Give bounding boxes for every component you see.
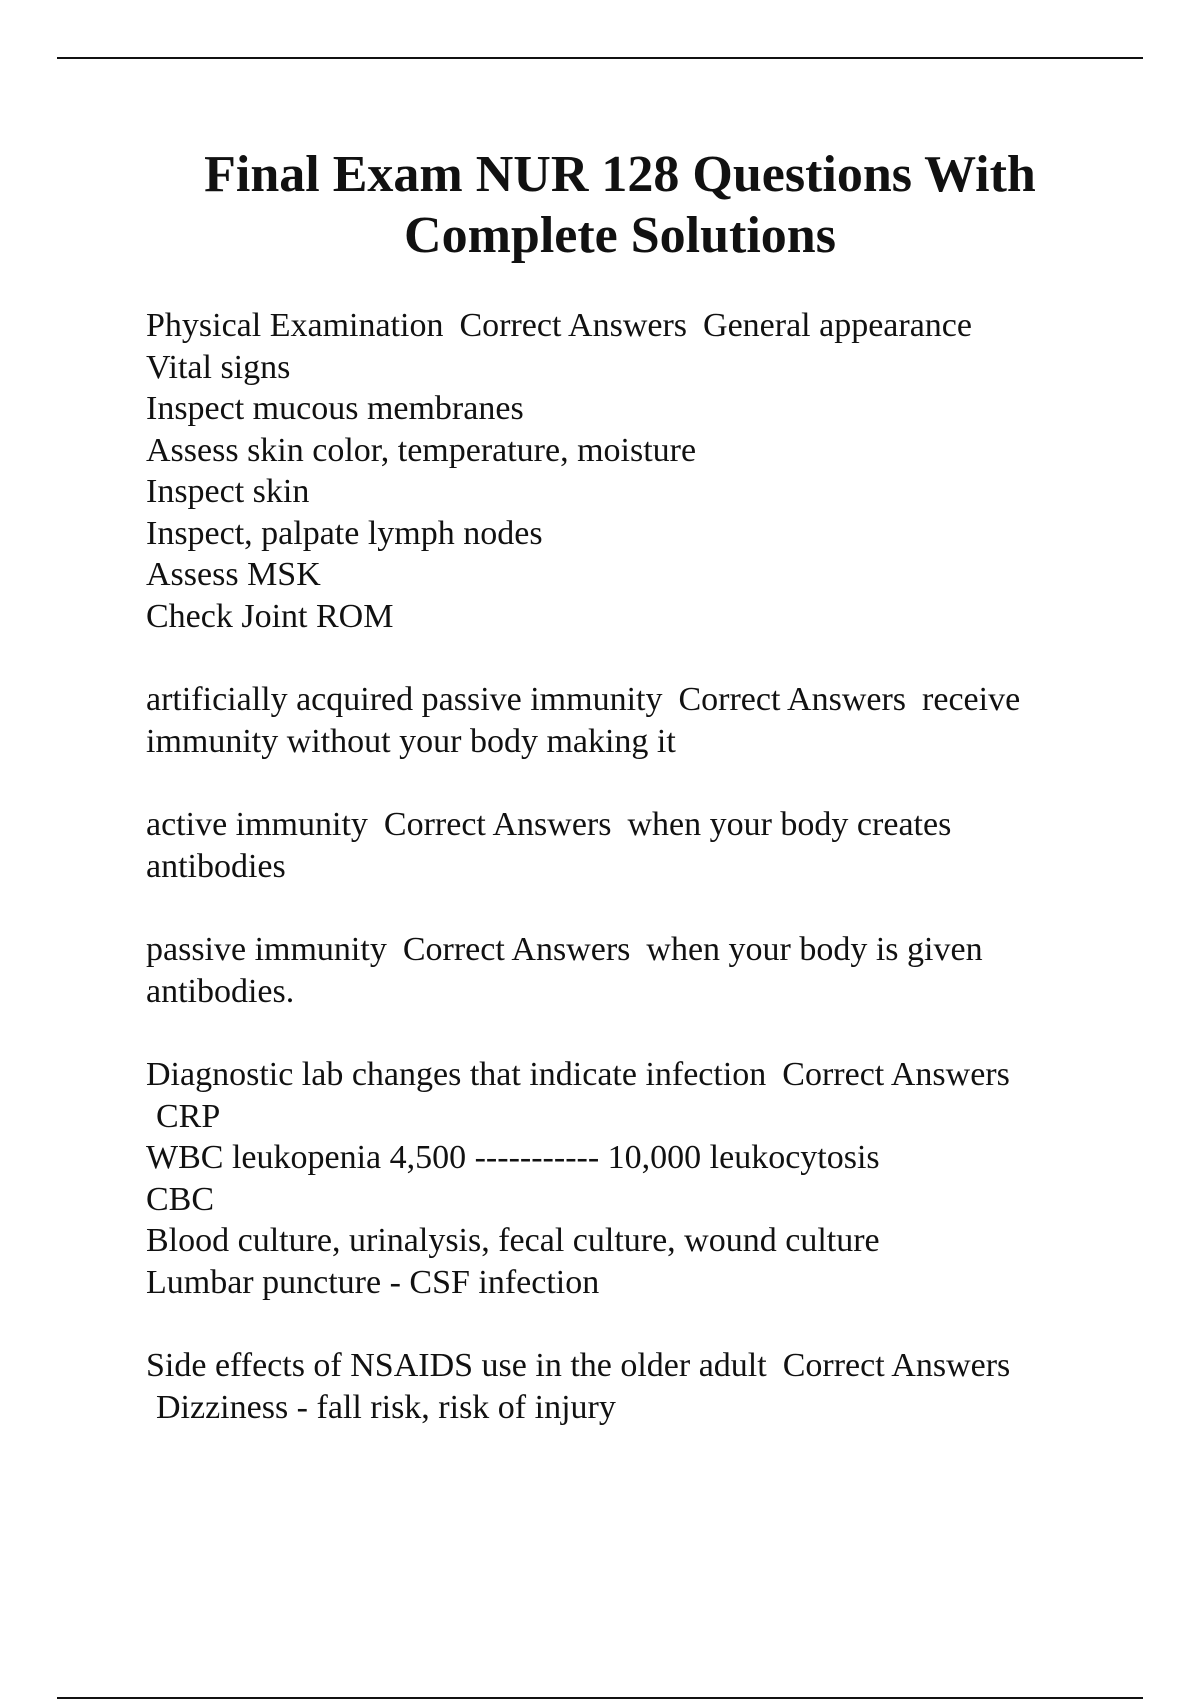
answer-marker: Correct Answers bbox=[459, 307, 688, 344]
question-text: artificially acquired passive immunity bbox=[146, 681, 663, 718]
question-text: passive immunity bbox=[146, 931, 387, 968]
answer-line: Blood culture, urinalysis, fecal culture, wound culture bbox=[146, 1222, 880, 1259]
question-text: Physical Examination bbox=[146, 307, 444, 344]
answer-line: CBC bbox=[146, 1180, 215, 1218]
answer-line: Assess skin color, temperature, moisture bbox=[146, 431, 697, 469]
qa-first-line bbox=[146, 929, 1146, 971]
qa-item-passive-immunity bbox=[146, 929, 1146, 1012]
answer-text: when your body is given bbox=[646, 931, 983, 968]
qa-item-artificially-acquired-passive-immunity bbox=[146, 679, 1146, 762]
answer-marker: Correct Answers bbox=[782, 1347, 1011, 1384]
qa-item-nsaids-side-effects bbox=[146, 1345, 1146, 1428]
bottom-rule bbox=[57, 1697, 1143, 1699]
answer-text: General appearance bbox=[703, 307, 972, 344]
answer-marker: Correct Answers bbox=[402, 931, 631, 968]
answer-line: Inspect mucous membranes bbox=[146, 390, 524, 427]
answer-text: Dizziness - fall risk, risk of injury bbox=[156, 1388, 616, 1426]
answer-line: Vital signs bbox=[146, 348, 291, 386]
answer-line: WBC leukopenia 4,500 ----------- 10,000 leukocytosis bbox=[146, 1139, 880, 1176]
answer-text: CRP bbox=[156, 1097, 221, 1135]
answer-line: Lumbar puncture - CSF infection bbox=[146, 1263, 600, 1301]
qa-first-line bbox=[146, 1345, 1146, 1387]
answer-line: antibodies. bbox=[146, 972, 295, 1010]
question-text: Side effects of NSAIDS use in the older adult bbox=[146, 1347, 767, 1384]
question-text: active immunity bbox=[146, 806, 368, 843]
qa-first-line bbox=[146, 1054, 1146, 1096]
answer-text: when your body creates bbox=[627, 806, 952, 843]
qa-first-line bbox=[146, 305, 1146, 347]
qa-first-line bbox=[146, 679, 1146, 721]
answer-text: receive bbox=[922, 681, 1021, 718]
title-line-1: Final Exam NUR 128 Questions With bbox=[204, 146, 1036, 203]
title-line-2: Complete Solutions bbox=[404, 207, 836, 264]
answer-line: antibodies bbox=[146, 847, 286, 885]
qa-item-diagnostic-lab-changes bbox=[146, 1054, 1146, 1303]
qa-item-physical-examination bbox=[146, 305, 1146, 637]
top-rule bbox=[57, 57, 1143, 59]
answer-line: Assess MSK bbox=[146, 556, 321, 593]
answer-line: Inspect skin bbox=[146, 473, 310, 510]
document-title bbox=[90, 144, 1150, 266]
answer-marker: Correct Answers bbox=[383, 806, 612, 843]
qa-list bbox=[146, 305, 1146, 1470]
answer-line: immunity without your body making it bbox=[146, 722, 676, 760]
answer-line: Inspect, palpate lymph nodes bbox=[146, 514, 543, 552]
answer-line: Check Joint ROM bbox=[146, 597, 394, 635]
qa-item-active-immunity bbox=[146, 804, 1146, 887]
answer-marker: Correct Answers bbox=[782, 1056, 1010, 1093]
question-text: Diagnostic lab changes that indicate infection bbox=[146, 1056, 767, 1093]
answer-marker: Correct Answers bbox=[678, 681, 907, 718]
qa-first-line bbox=[146, 804, 1146, 846]
